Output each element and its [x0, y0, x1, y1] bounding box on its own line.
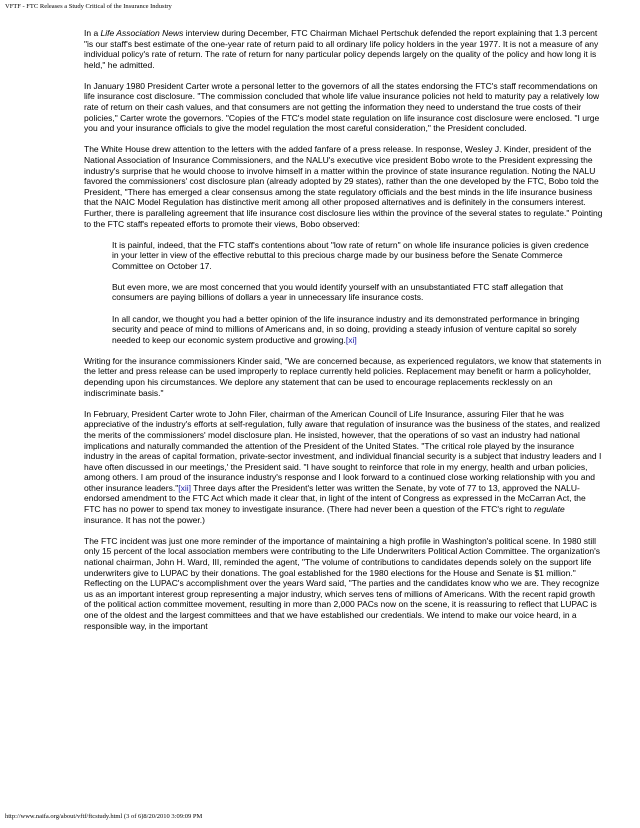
page-header: VFTF - FTC Releases a Study Critical of the Insurance Industry: [5, 3, 172, 10]
article-body: [84, 28, 604, 642]
quote-2: But even more, we are most concerned that you would identify yourself with an unsubstantiated FTC staff allegation that consumers are paying billions of dollars a year in unnecessary life insurance costs.: [112, 281, 564, 303]
paragraph-2: In January 1980 President Carter wrote a personal letter to the governors of all the states endorsing the FTC's staff recommendations on life insurance cost disclosure. "The commission concluded that whole life value insurance policies not held to maturity pay a relatively low rate of return on their cash values, and that consumers are not getting the information they need to understand the true costs of their policies," Carter wrote the governors. "Copies of the FTC's model state regulation on life insurance cost disclosure were enclosed. "I urge you and your insurance officials to give the model regulation the most careful consideration," the President concluded.: [84, 80, 600, 134]
emphasis-regulate: regulate: [534, 504, 565, 515]
paragraph-5: In February, President Carter wrote to John Filer, chairman of the American Council of Life Insurance, assuring Filer that he was appreciative of the industry's efforts at self-regulation, fully aware that regulation of insurance was the business of the states, and realized the merits of the commissioners' model disclosure plan. He insisted, however, that the operations of so vast an industry had national implications and naturally commanded the attention of the President of the United States. "The critical role played by the insurance industry in the areas of capital formation, private-sector investment, and individual financial security is a subject that industry leaders and I have often discussed in our meetings,' the President said. "I have sought to reinforce that role in my energy, health and urban policies, among others. I am proud of the insurance industry's response and I look forward to a continued close working relationship with you and other insurance leaders."[xii] Three days after the President's letter was written the Senate, by vote of 77 to 13, approved the NALU-endorsed amendment to the FTC Act which made it clear that, in light of the intent of Congress as expressed in the McCarran Act, the FTC has no power to spend tax money to investigate insurance. (There had never been a question of the FTC's right to regulate insurance. It has not the power.): [84, 408, 602, 525]
footnote-link-xii[interactable]: [xii]: [178, 482, 191, 493]
quote-3: In all candor, we thought you had a better opinion of the life insurance industry and its demonstrated performance in bringing security and peace of mind to millions of Americans and, in so doing, providing a steady infusion of venture capital so sorely needed to keep our economic system productive and growing.[xi]: [112, 313, 580, 345]
paragraph-3: The White House drew attention to the letters with the added fanfare of a press release. In response, Wesley J. Kinder, president of the National Association of Insurance Commissioners, and the NALU's executive vice president Bobo wrote to the President expressing the industry's surprise that he would choose to involve himself in a matter within the province of state insurance regulation. Noting the NALU favored the commissioners' cost disclosure plan (already adopted by 29 states), rather than the one developed by the FTC, Bobo told the President, "There has emerged a clear consensus among the state regulatory officials and the best minds in the life insurance business that the NAIC Model Regulation has distinctive merit among all other proposed alternatives and is definitely in the consumers interest. Further, there is paralleling agreement that life insurance cost disclosure lies within the province of the several states to regulate." Pointing to the FTC staff's repeated efforts to promote their views, Bobo observed:: [84, 144, 603, 229]
paragraph-4: Writing for the insurance commissioners Kinder said, "We are concerned because, as experienced regulators, we know that statements in the letter and press release can be used improperly to replace currently held policies. Replacement may benefit or harm a policyholder, depending upon his circumstances. We deplore any statement that can be used to encourage replacements recklessly on an indiscriminate basis.": [84, 355, 602, 398]
footnote-link-xi[interactable]: [xi]: [345, 334, 357, 345]
paragraph-6: The FTC incident was just one more reminder of the importance of maintaining a high profile in Washington's political scene. In 1980 still only 15 percent of the local association members were contributing to the Life Underwriters Political Action Committee. The organization's national chairman, John H. Ward, III, reminded the agent, "The volume of contributions to candidates depends solely on the support life underwriters give to LUPAC by their donations. The goal established for the 1980 elections for the House and Senate is $1 million." Reflecting on the LUPAC's accomplishment over the years Ward said, "The parties and the candidates know who we are. They recognize us as an important interest group representing a major industry, which serves tens of millions of Americans. With the recent rapid growth of the political action committee movement, resulting in more than 2,000 PACs now on the scene, it is reassuring to reflect that LUPAC is one of the oldest and the largest committees and that we have established our credentials. We intend to make our voice heard, in a responsible way, in the important: [84, 535, 600, 631]
publication-title: Life Association News: [100, 28, 184, 38]
page-footer: http://www.naifa.org/about/vftf/ftcstudy.html (3 of 6)8/20/2010 3:09:09 PM: [5, 813, 203, 820]
quote-1: It is painful, indeed, that the FTC staff's contentions about "low rate of return" on whole life insurance policies is given credence in your letter in view of the effective rebuttal to this precious charge made by our business before the Senate Commerce Committee on October 17.: [112, 239, 589, 271]
paragraph-1: In a Life Association News interview during December, FTC Chairman Michael Pertschuk defended the report explaining that 1.3 percent "is our staff's best estimate of the one-year rate of return paid to all ordinary life policy holders in the year 1977. It is not a measure of any individual policy's rate of return. The rate of return for nany particular policy depends largely on the quality of the policy and how long it is held," he admitted.: [84, 28, 599, 70]
